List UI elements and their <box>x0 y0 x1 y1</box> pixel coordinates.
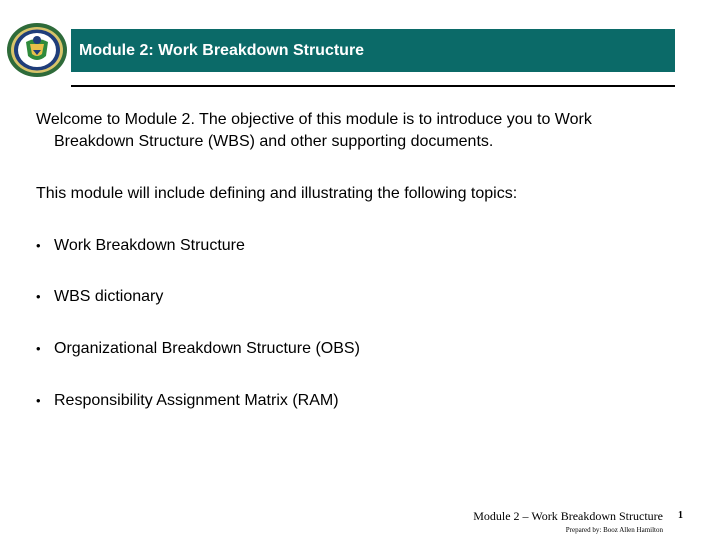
footer-title: Module 2 – Work Breakdown Structure <box>473 509 663 523</box>
intro-line-1: Welcome to Module 2. The objective of this module is to introduce you to Work <box>36 111 592 128</box>
slide-title: Module 2: Work Breakdown Structure <box>79 41 365 59</box>
bullet-item-ram <box>36 390 339 412</box>
bullet-text: Organizational Breakdown Structure (OBS) <box>54 340 360 357</box>
footer <box>473 509 663 534</box>
footer-prepared-by: Prepared by: Booz Allen Hamilton <box>565 526 663 534</box>
bullet-item-obs <box>36 338 360 360</box>
header-divider <box>71 85 675 87</box>
intro-line-2: Breakdown Structure (WBS) and other supporting documents. <box>54 133 494 150</box>
bullet-icon: • <box>36 341 41 356</box>
topics-intro: This module will include defining and illustrating the following topics: <box>36 185 518 202</box>
bullet-icon: • <box>36 393 41 408</box>
intro-paragraph <box>36 109 686 153</box>
bullet-text: Responsibility Assignment Matrix (RAM) <box>54 392 339 409</box>
doe-seal-logo <box>6 22 68 78</box>
bullet-text: WBS dictionary <box>54 288 164 305</box>
bullet-icon: • <box>36 238 41 253</box>
bullet-icon: • <box>36 289 41 304</box>
bullet-text: Work Breakdown Structure <box>54 237 245 254</box>
page-number: 1 <box>678 510 683 521</box>
bullet-item-wbs-dictionary <box>36 286 163 308</box>
title-bar <box>71 29 675 72</box>
bullet-item-wbs <box>36 235 245 257</box>
